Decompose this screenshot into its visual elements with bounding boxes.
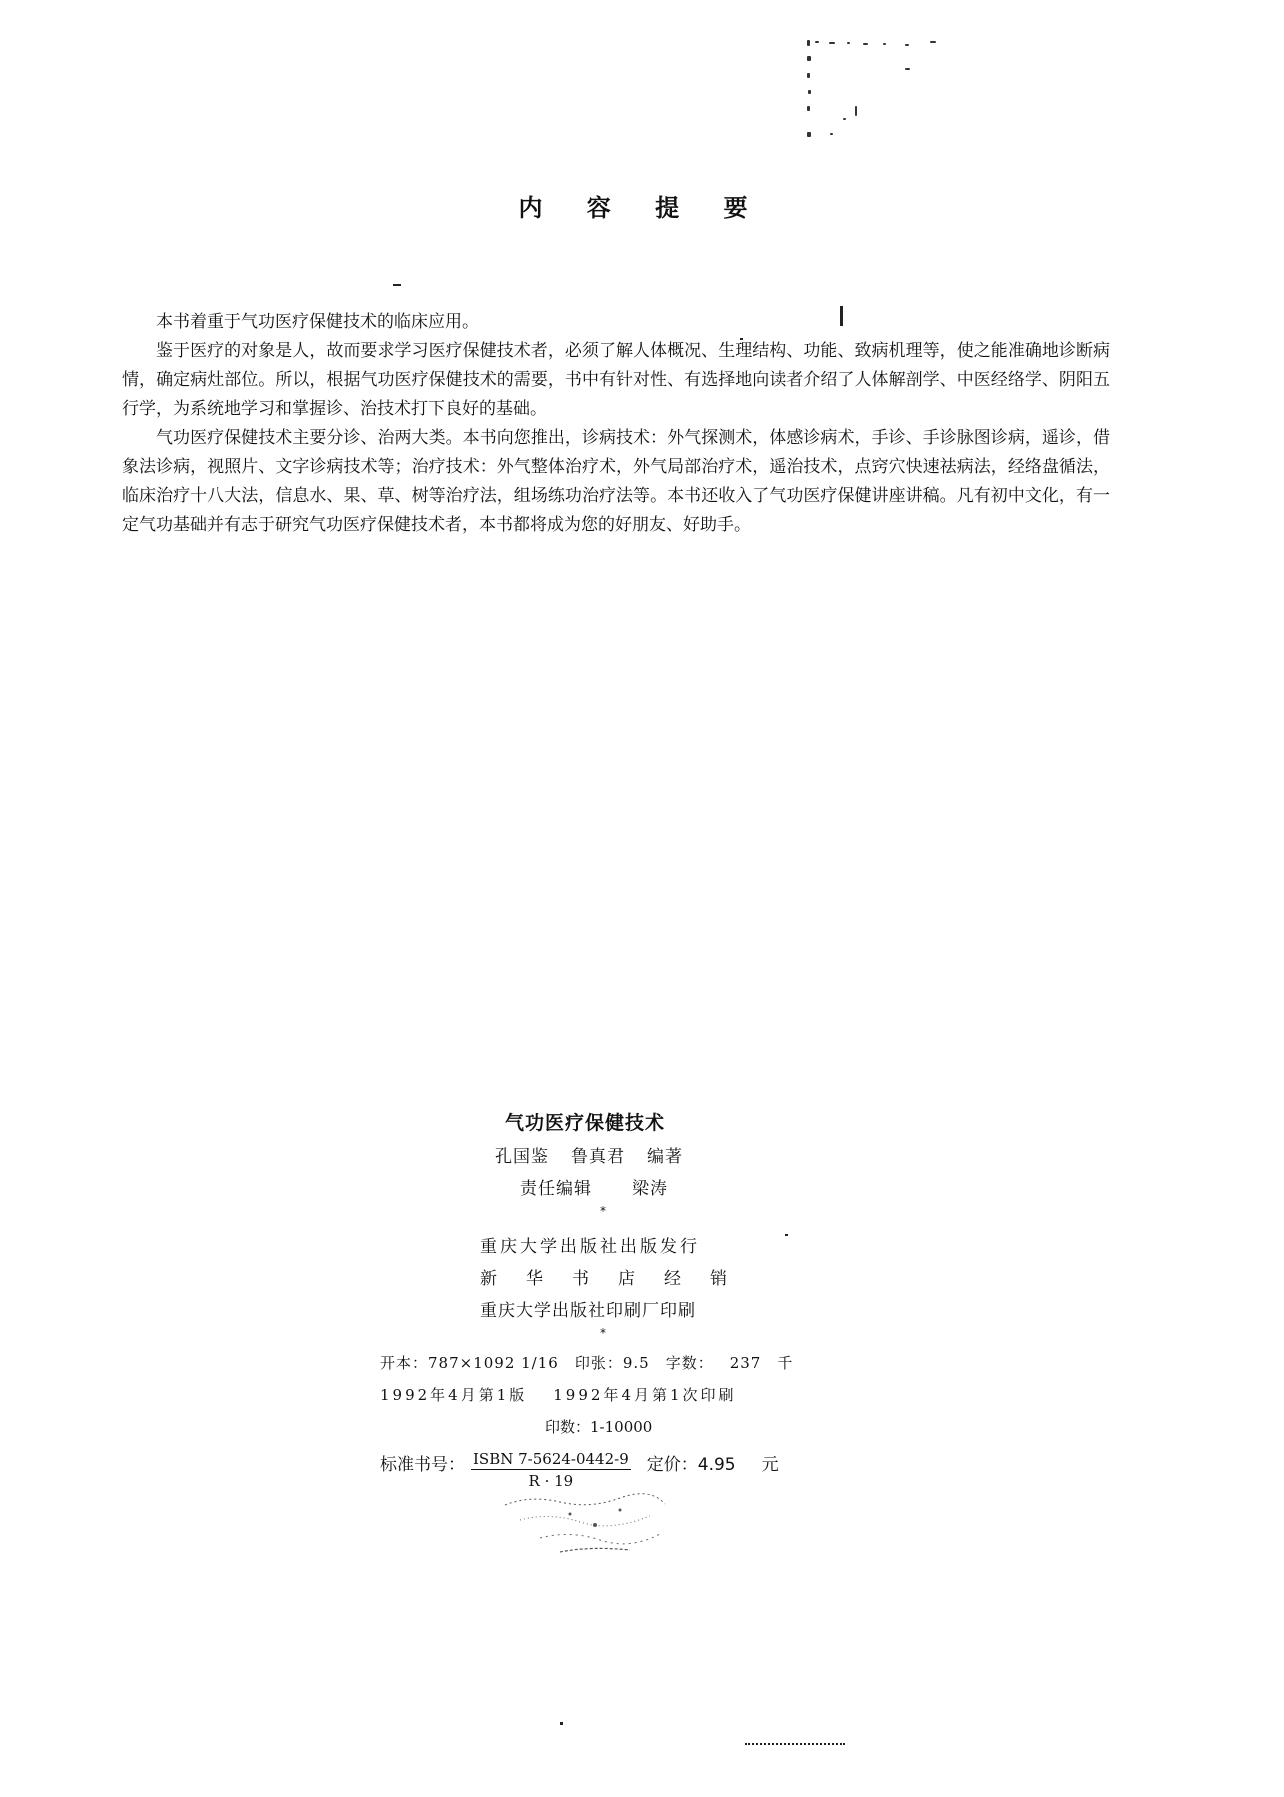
separator-star: * xyxy=(600,1326,606,1340)
price-label: 定价：4.95 xyxy=(646,1455,736,1475)
author-2: 鲁真君 xyxy=(571,1147,625,1167)
author-1: 孔国鉴 xyxy=(495,1147,549,1167)
words-unit: 千 xyxy=(777,1354,794,1372)
distributor-line: 新华书店经销 xyxy=(480,1269,756,1289)
summary-body xyxy=(122,308,1110,540)
library-stamp xyxy=(500,1490,670,1560)
isbn-label: 标准书号： xyxy=(380,1455,465,1475)
separator-star: * xyxy=(600,1204,606,1218)
publisher-line: 重庆大学出版社出版发行 xyxy=(480,1237,700,1257)
sheets-label: 印张：9.5 xyxy=(574,1354,650,1372)
specs-line xyxy=(380,1352,793,1373)
words-label: 字数： xyxy=(665,1354,714,1372)
isbn-number: ISBN 7-5624-0442-9 xyxy=(473,1450,629,1468)
isbn-block xyxy=(471,1450,631,1490)
printer-line: 重庆大学出版社印刷厂印刷 xyxy=(480,1301,696,1321)
edition-text: 1992年4月第1版 xyxy=(380,1386,528,1404)
scan-noise-dot xyxy=(560,1722,563,1725)
words-value: 237 xyxy=(729,1354,762,1372)
scan-noise-marks xyxy=(795,38,945,148)
book-title: 气功医疗保健技术 xyxy=(505,1112,666,1134)
scan-noise-bottom-line xyxy=(745,1743,845,1747)
isbn-row xyxy=(380,1450,779,1490)
editor-name: 梁涛 xyxy=(632,1179,668,1199)
scan-noise-dot xyxy=(785,1234,788,1236)
authors-line xyxy=(495,1142,683,1167)
price-unit: 元 xyxy=(761,1455,779,1475)
print-run: 印数：1-10000 xyxy=(545,1418,653,1436)
author-role: 编著 xyxy=(647,1147,683,1167)
editor-line xyxy=(520,1174,668,1199)
classification-code: R · 19 xyxy=(528,1472,574,1490)
printing-text: 1992年4月第1次印刷 xyxy=(553,1386,737,1404)
summary-paragraph-2: 鉴于医疗的对象是人，故而要求学习医疗保健技术者，必须了解人体概况、生理结构、功能、致病机理等，使之能准确地诊断病情，确定病灶部位。所以，根据气功医疗保健技术的需要，书中有针对性、有选择地向读者介绍了人体解剖学、中医经络学、阴阳五行学，为系统地学习和掌握诊、治技术打下良好的基础。 xyxy=(122,341,1110,419)
editor-label: 责任编辑 xyxy=(520,1179,592,1199)
summary-paragraph-1: 本书着重于气功医疗保健技术的临床应用。 xyxy=(156,312,479,332)
format-label: 开本：787×1092 1/16 xyxy=(380,1354,559,1372)
edition-line xyxy=(380,1384,737,1405)
summary-paragraph-3: 气功医疗保健技术主要分诊、治两大类。本书向您推出，诊病技术：外气探测术，体感诊病术，手诊、手诊脉图诊病，遥诊，借象法诊病，视照片、文字诊病技术等；治疗技术：外气整体治疗术，外气局部治疗术，遥治技术，点窍穴快速祛病法，经络盘循法，临床治疗十八大法，信息水、果、草、树等治疗法，组场练功治疗法等。本书还收入了气功医疗保健讲座讲稿。凡有初中文化，有一定气功基础并有志于研究气功医疗保健技术者，本书都将成为您的好朋友、好助手。 xyxy=(122,428,1110,535)
summary-heading: 内 容 提 要 xyxy=(518,194,766,222)
scan-noise-dash xyxy=(393,284,401,286)
